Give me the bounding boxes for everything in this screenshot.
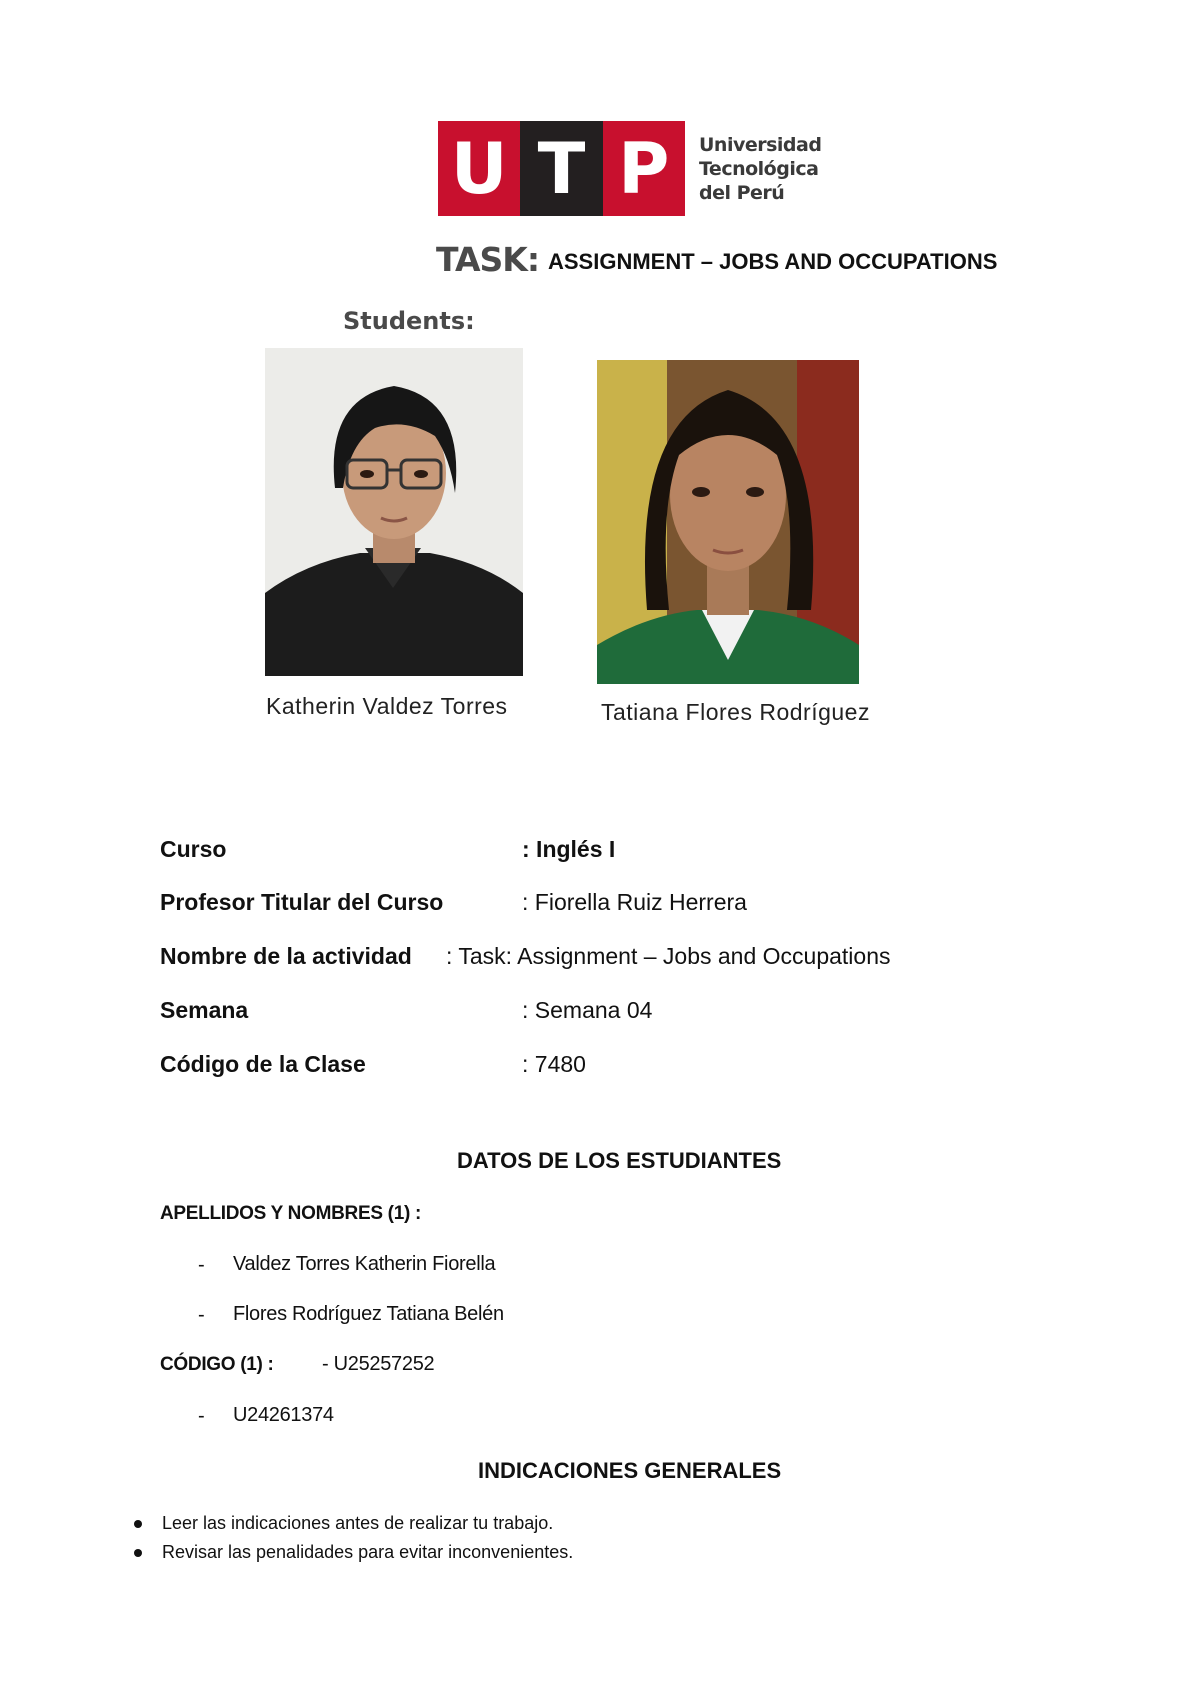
student-portrait-2: [597, 360, 859, 684]
list-item: [130, 1509, 573, 1538]
info-label-actividad: Nombre de la actividad: [160, 943, 412, 969]
list-dash: -: [198, 1304, 205, 1326]
students-data-heading: DATOS DE LOS ESTUDIANTES: [457, 1148, 782, 1173]
general-list: [130, 1509, 573, 1567]
info-value-actividad: : Task: Assignment – Jobs and Occupations: [446, 943, 891, 969]
student-photo-2: [597, 360, 859, 684]
code-label: CÓDIGO (1) :: [160, 1354, 274, 1375]
info-value-semana: : Semana 04: [522, 997, 653, 1023]
utp-logo-text: [699, 133, 821, 205]
logo-letter-u: U: [438, 121, 520, 216]
logo-letter-t: T: [520, 121, 602, 216]
logo-text-line: del Perú: [699, 181, 785, 204]
utp-logo: [438, 121, 821, 216]
student-photo-1: [265, 348, 523, 676]
student-caption-2: Tatiana Flores Rodríguez: [601, 699, 870, 725]
task-label: TASK:: [436, 240, 540, 279]
student-name-1: Valdez Torres Katherin Fiorella: [233, 1253, 496, 1275]
bullet-icon: [134, 1520, 142, 1528]
bullet-icon: [134, 1549, 142, 1557]
student-caption-1: Katherin Valdez Torres: [266, 693, 508, 719]
general-heading: INDICACIONES GENERALES: [478, 1458, 782, 1483]
student-code-2: U24261374: [233, 1404, 334, 1426]
info-label-curso: Curso: [160, 836, 227, 862]
task-title: ASSIGNMENT – JOBS AND OCCUPATIONS: [548, 249, 998, 274]
student-name-2: Flores Rodríguez Tatiana Belén: [233, 1303, 504, 1325]
names-label: APELLIDOS Y NOMBRES (1) :: [160, 1203, 421, 1224]
logo-text-line: Universidad: [699, 133, 822, 156]
student-portrait-1: [265, 348, 523, 676]
list-item: [130, 1538, 573, 1567]
list-dash: -: [198, 1405, 205, 1427]
list-item-text: Revisar las penalidades para evitar inconvenientes.: [162, 1542, 574, 1562]
info-label-profesor: Profesor Titular del Curso: [160, 889, 444, 915]
info-value-profesor: : Fiorella Ruiz Herrera: [522, 889, 747, 915]
logo-text-line: Tecnológica: [699, 157, 819, 180]
info-label-semana: Semana: [160, 997, 249, 1023]
info-value-codigo-clase: : 7480: [522, 1051, 586, 1077]
list-dash: -: [198, 1254, 205, 1276]
logo-letter-p: P: [603, 121, 685, 216]
list-item-text: Leer las indicaciones antes de realizar tu trabajo.: [162, 1513, 554, 1533]
utp-logo-mark: [438, 121, 685, 216]
student-code-1: - U25257252: [322, 1353, 435, 1375]
info-value-curso: : Inglés I: [522, 836, 616, 862]
students-label: Students:: [343, 307, 475, 335]
info-label-codigo-clase: Código de la Clase: [160, 1051, 366, 1077]
